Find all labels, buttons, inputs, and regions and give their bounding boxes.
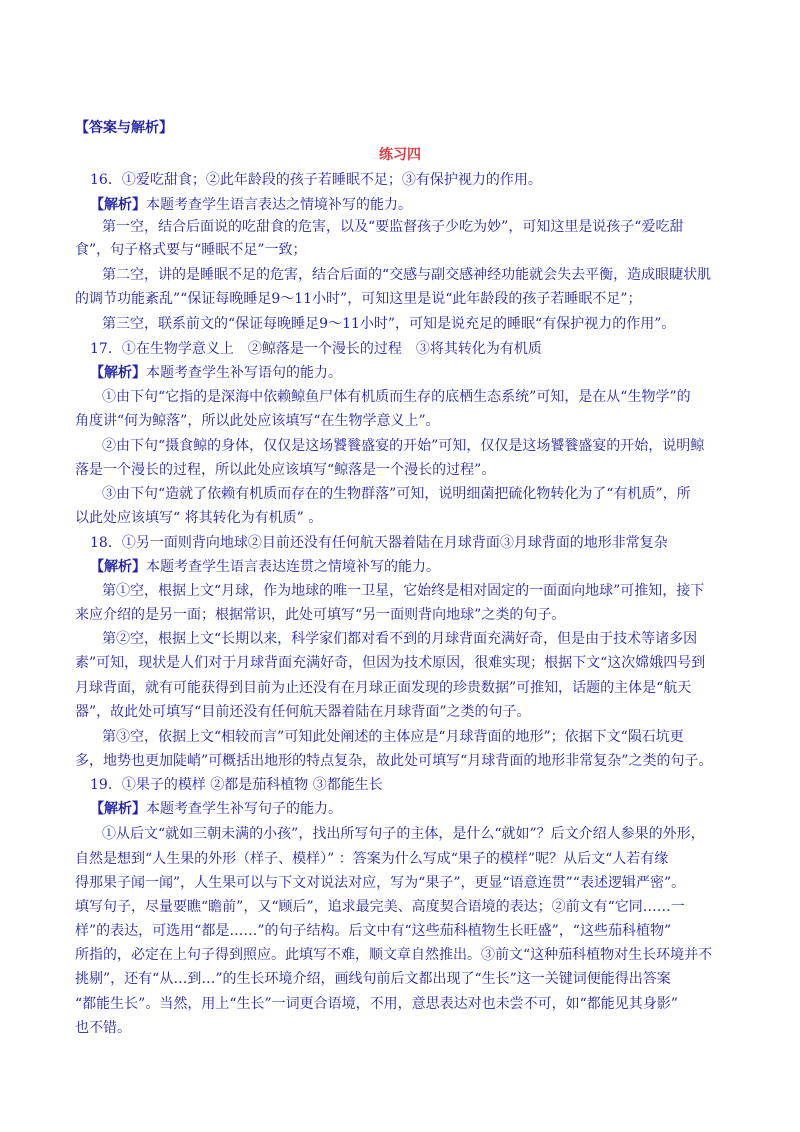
q18-p3b: 多，地势也更加陡峭”可概括出地形的特点复杂，故此处可填写“月球背面的地形非常复杂”之类的句子。 — [75, 753, 713, 769]
section-title: 练习四 — [379, 147, 421, 163]
analysis-tag: 【解析】 — [90, 559, 146, 575]
q18-p2b: 素”可知，现状是人们对于月球背面充满好奇，但因为技术原因，很难实现；根据下文“这次嫦娥四号到 — [75, 655, 706, 671]
q17-p2a: ②由下句“摄食鲸的身体，仅仅是这场饕餮盛宴的开始”可知，仅仅是这场饕餮盛宴的开始，说明鲸 — [102, 438, 705, 454]
q18-p2d: 器”，故此处可填写“目前还没有任何航天器着陆在月球背面”之类的句子。 — [75, 704, 531, 720]
q17-p1b: 角度讲“何为鲸落”，所以此处应该填写“在生物学意义上”。 — [75, 413, 440, 429]
q19-l2: 自然是想到“人生果的外形（样子、模样）” ：答案为什么写成“果子的模样”呢？从后文“人若有缘 — [75, 851, 669, 867]
q19-l5: 样”的表达，可选用“都是……”的句子结构。后文中有“这些茄科植物生长旺盛”，“这些茄科植物” — [75, 923, 672, 939]
q18-p2c: 月球背面，就有可能获得到目前为止还没有在月球正面发现的珍贵数据”可推知，话题的主体是“航天 — [75, 680, 692, 696]
q17-analysis — [90, 364, 342, 382]
q17-p3b: 以此处应该填写“ 将其转化为有机质” 。 — [75, 510, 323, 526]
q16-p1b: 食”，句子格式要与“睡眠不足”一致； — [75, 242, 307, 258]
header: 【答案与解析】 — [75, 120, 173, 136]
q19-l7: 挑剔”，还有“从…到…”的生长环境介绍，画线句前后文都出现了“生长”这一关键词便能得出答案 — [75, 971, 671, 987]
q18-p2a: 第②空，根据上文“长期以来，科学家们都对看不到的月球背面充满好奇，但是由于技术等诸多因 — [102, 631, 698, 647]
q19-l4: 填写句子，尽量要瞧“瞻前”，又“顾后”，追求最完美、高度契合语境的表达；②前文有“它同……一 — [75, 899, 685, 915]
q19-l6: 所指的，必定在上句子得到照应。此填写不难，顺文章自然推出。③前文“这种茄科植物对生长环境并不 — [75, 947, 713, 963]
analysis-text: 本题考查学生语言表达之情境补写的能力。 — [146, 197, 412, 213]
q17-p1a: ①由下句“它指的是深海中依赖鲸鱼尸体有机质而生存的底栖生态系统”可知，是在从“生物学”的 — [102, 389, 691, 405]
q16-p2a: 第二空，讲的是睡眠不足的危害，结合后面的“交感与副交感神经功能就会失去平衡，造成眼睫状肌 — [102, 267, 712, 283]
q19-l1: ①从后文“就如三朝未满的小孩”，找出所写句子的主体，是什么“就如”？后文介绍人参果的外形， — [102, 826, 705, 842]
q16-p3: 第三空，联系前文的“保证每晚睡足9～11小时”，可知是说充足的睡眠“有保护视力的作用”。 — [102, 316, 676, 332]
analysis-tag: 【解析】 — [90, 365, 146, 381]
analysis-tag: 【解析】 — [90, 801, 146, 817]
q18-p3a: 第③空，依据上文“相较而言”可知此处阐述的主体应是“月球背面的地形”；依据下文“陨石坑更 — [102, 729, 684, 745]
q19-l8: “都能生长”。当然，用上“生长”一词更合语境，不用，意思表达对也未尝不可，如“都能见其身影” — [75, 996, 678, 1012]
q19-analysis — [90, 800, 342, 818]
analysis-text: 本题考查学生语言表达连贯之情境补写的能力。 — [146, 559, 440, 575]
q19-answer: 19．①果子的模样 ②都是茄科植物 ③都能生长 — [90, 777, 383, 793]
q18-p1a: 第①空，根据上文“月球，作为地球的唯一卫星，它始终是相对固定的一面面向地球”可推知，接下 — [102, 583, 705, 599]
q19-l3: 得那果子闻一闻”，人生果可以与下文对说法对应，写为“果子”，更显“语意连贯”“表述逻辑严密”。 — [75, 875, 686, 891]
q18-answer: 18．①另一面则背向地球②目前还没有任何航天器着陆在月球背面③月球背面的地形非常复杂 — [90, 535, 668, 551]
q19-l9: 也不错。 — [75, 1020, 131, 1036]
q16-answer: 16．①爱吃甜食；②此年龄段的孩子若睡眠不足；③有保护视力的作用。 — [90, 172, 542, 188]
analysis-tag: 【解析】 — [90, 197, 146, 213]
q18-analysis — [90, 558, 440, 576]
analysis-text: 本题考查学生补写语句的能力。 — [146, 365, 342, 381]
analysis-text: 本题考查学生补写句子的能力。 — [146, 801, 342, 817]
q16-p1a: 第一空，结合后面说的吃甜食的危害，以及“要监督孩子少吃为妙”，可知这里是说孩子“爱吃甜 — [102, 219, 684, 235]
q17-p2b: 落是一个漫长的过程，所以此处应该填写“鲸落是一个漫长的过程”。 — [75, 462, 496, 478]
q16-p2b: 的调节功能紊乱”“保证每晚睡足9～11小时”，可知这里是说“此年龄段的孩子若睡眠不足”； — [75, 291, 642, 307]
q16-analysis — [90, 196, 412, 214]
q17-answer: 17．①在生物学意义上 ②鲸落是一个漫长的过程 ③将其转化为有机质 — [90, 341, 542, 357]
q17-p3a: ③由下句“造就了依赖有机质而存在的生物群落”可知，说明细菌把硫化物转化为了“有机质”，所 — [102, 486, 691, 502]
q18-p1b: 来应介绍的是另一面；根据常识，此处可填写“另一面则背向地球”之类的句子。 — [75, 607, 566, 623]
